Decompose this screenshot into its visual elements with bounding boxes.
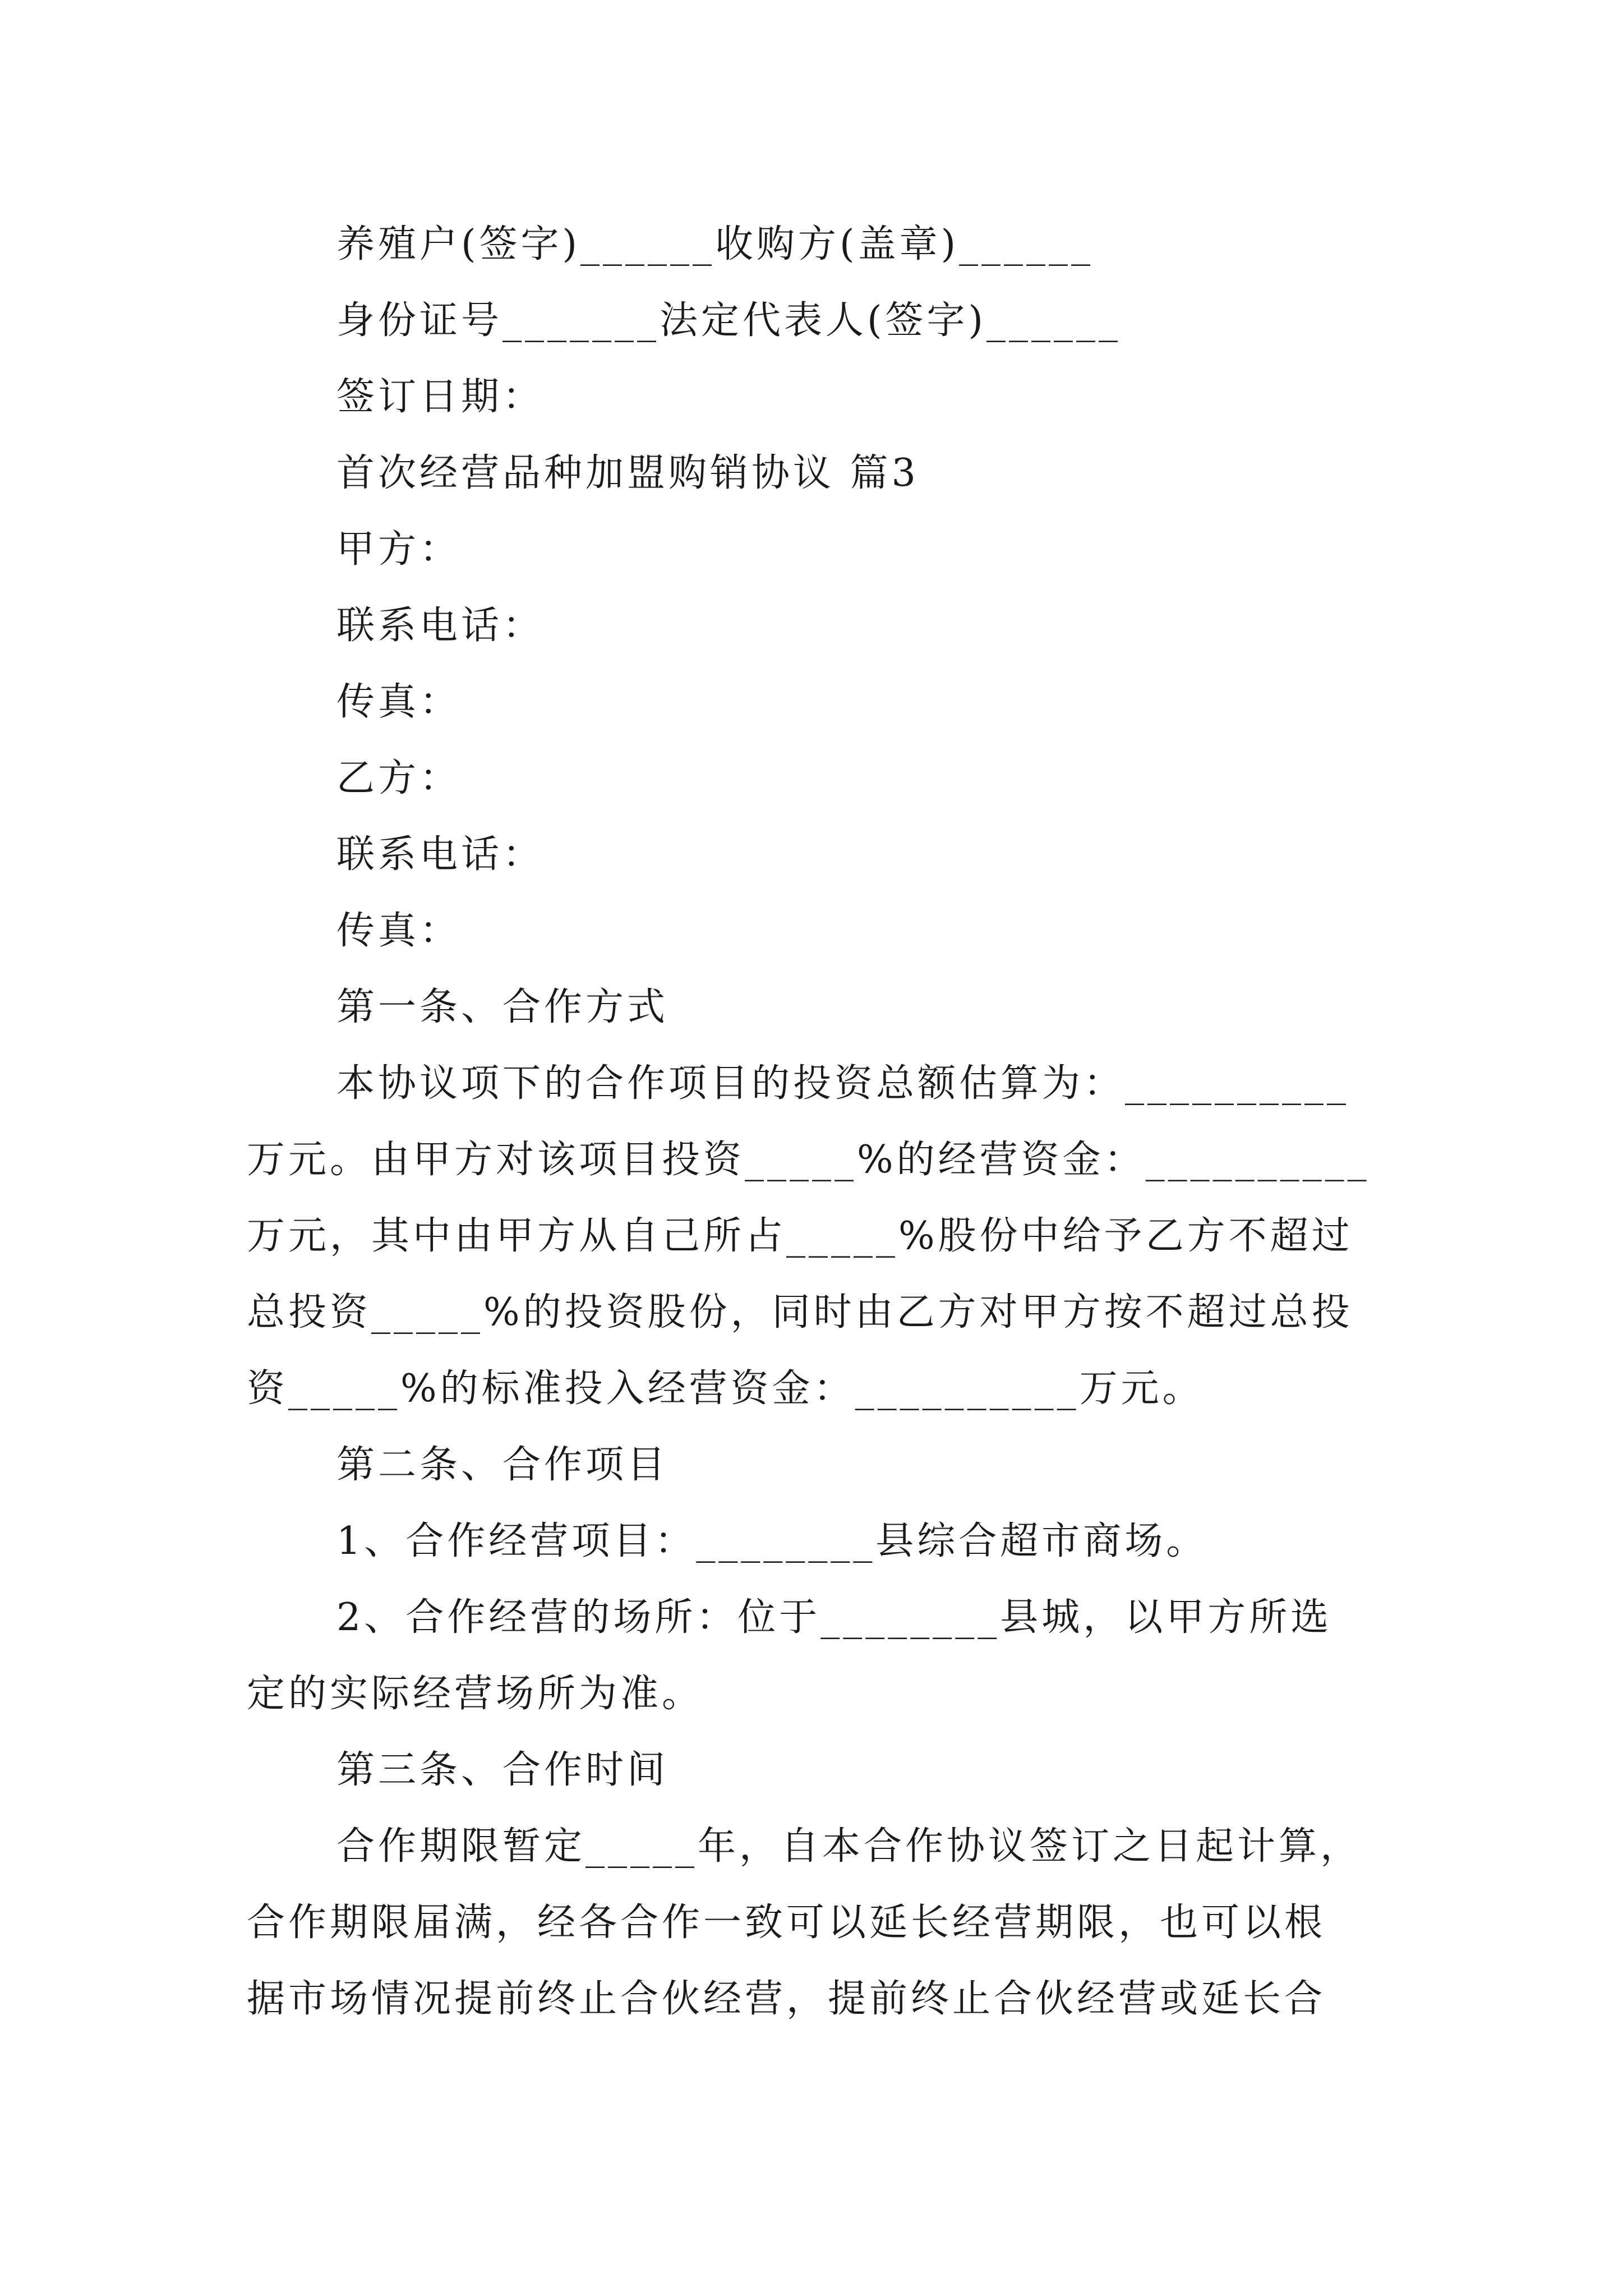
paragraph-line: 万元。由甲方对该项目投资_____%的经营资金：__________	[247, 1138, 1370, 1182]
paragraph-line: 本协议项下的合作项目的投资总额估算为：__________	[336, 1061, 1350, 1106]
party-a-label: 甲方：	[336, 527, 462, 572]
party-b-label: 乙方：	[336, 756, 462, 800]
article-3-heading: 第三条、合作时间	[336, 1748, 669, 1792]
paragraph-line: 据市场情况提前终止合伙经营，提前终止合伙经营或延长合	[247, 1977, 1326, 2021]
paragraph-line: 资_____%的标准投入经营资金：__________万元。	[247, 1366, 1204, 1411]
paragraph-line: 合作期限届满，经各合作一致可以延长经营期限，也可以根	[247, 1901, 1326, 1945]
party-b-fax-label: 传真：	[336, 909, 462, 953]
party-a-fax-label: 传真：	[336, 680, 462, 724]
paragraph-line: 2、合作经营的场所：位于________县城，以甲方所选	[336, 1595, 1332, 1640]
paragraph-line: 总投资_____%的投资股份，同时由乙方对甲方按不超过总投	[247, 1290, 1353, 1335]
party-b-phone-label: 联系电话：	[336, 832, 545, 877]
paragraph-line: 1、合作经营项目：________县综合超市商场。	[336, 1519, 1208, 1563]
party-a-phone-label: 联系电话：	[336, 604, 545, 648]
paragraph-line: 定的实际经营场所为准。	[247, 1672, 704, 1716]
paragraph-line: 万元，其中由甲方从自己所占_____%股份中给予乙方不超过	[247, 1214, 1353, 1258]
signature-line-id-legal-rep: 身份证号_______法定代表人(签字)______	[336, 298, 1122, 343]
paragraph-line: 合作期限暂定_____年，自本合作协议签订之日起计算，	[336, 1824, 1362, 1869]
signature-line-farmer-buyer: 养殖户(签字)______收购方(盖章)______	[336, 222, 1094, 266]
signing-date-line: 签订日期：	[336, 375, 545, 419]
section-heading: 首次经营品种加盟购销协议 篇3	[336, 451, 919, 495]
article-1-heading: 第一条、合作方式	[336, 985, 669, 1029]
article-2-heading: 第二条、合作项目	[336, 1443, 669, 1487]
